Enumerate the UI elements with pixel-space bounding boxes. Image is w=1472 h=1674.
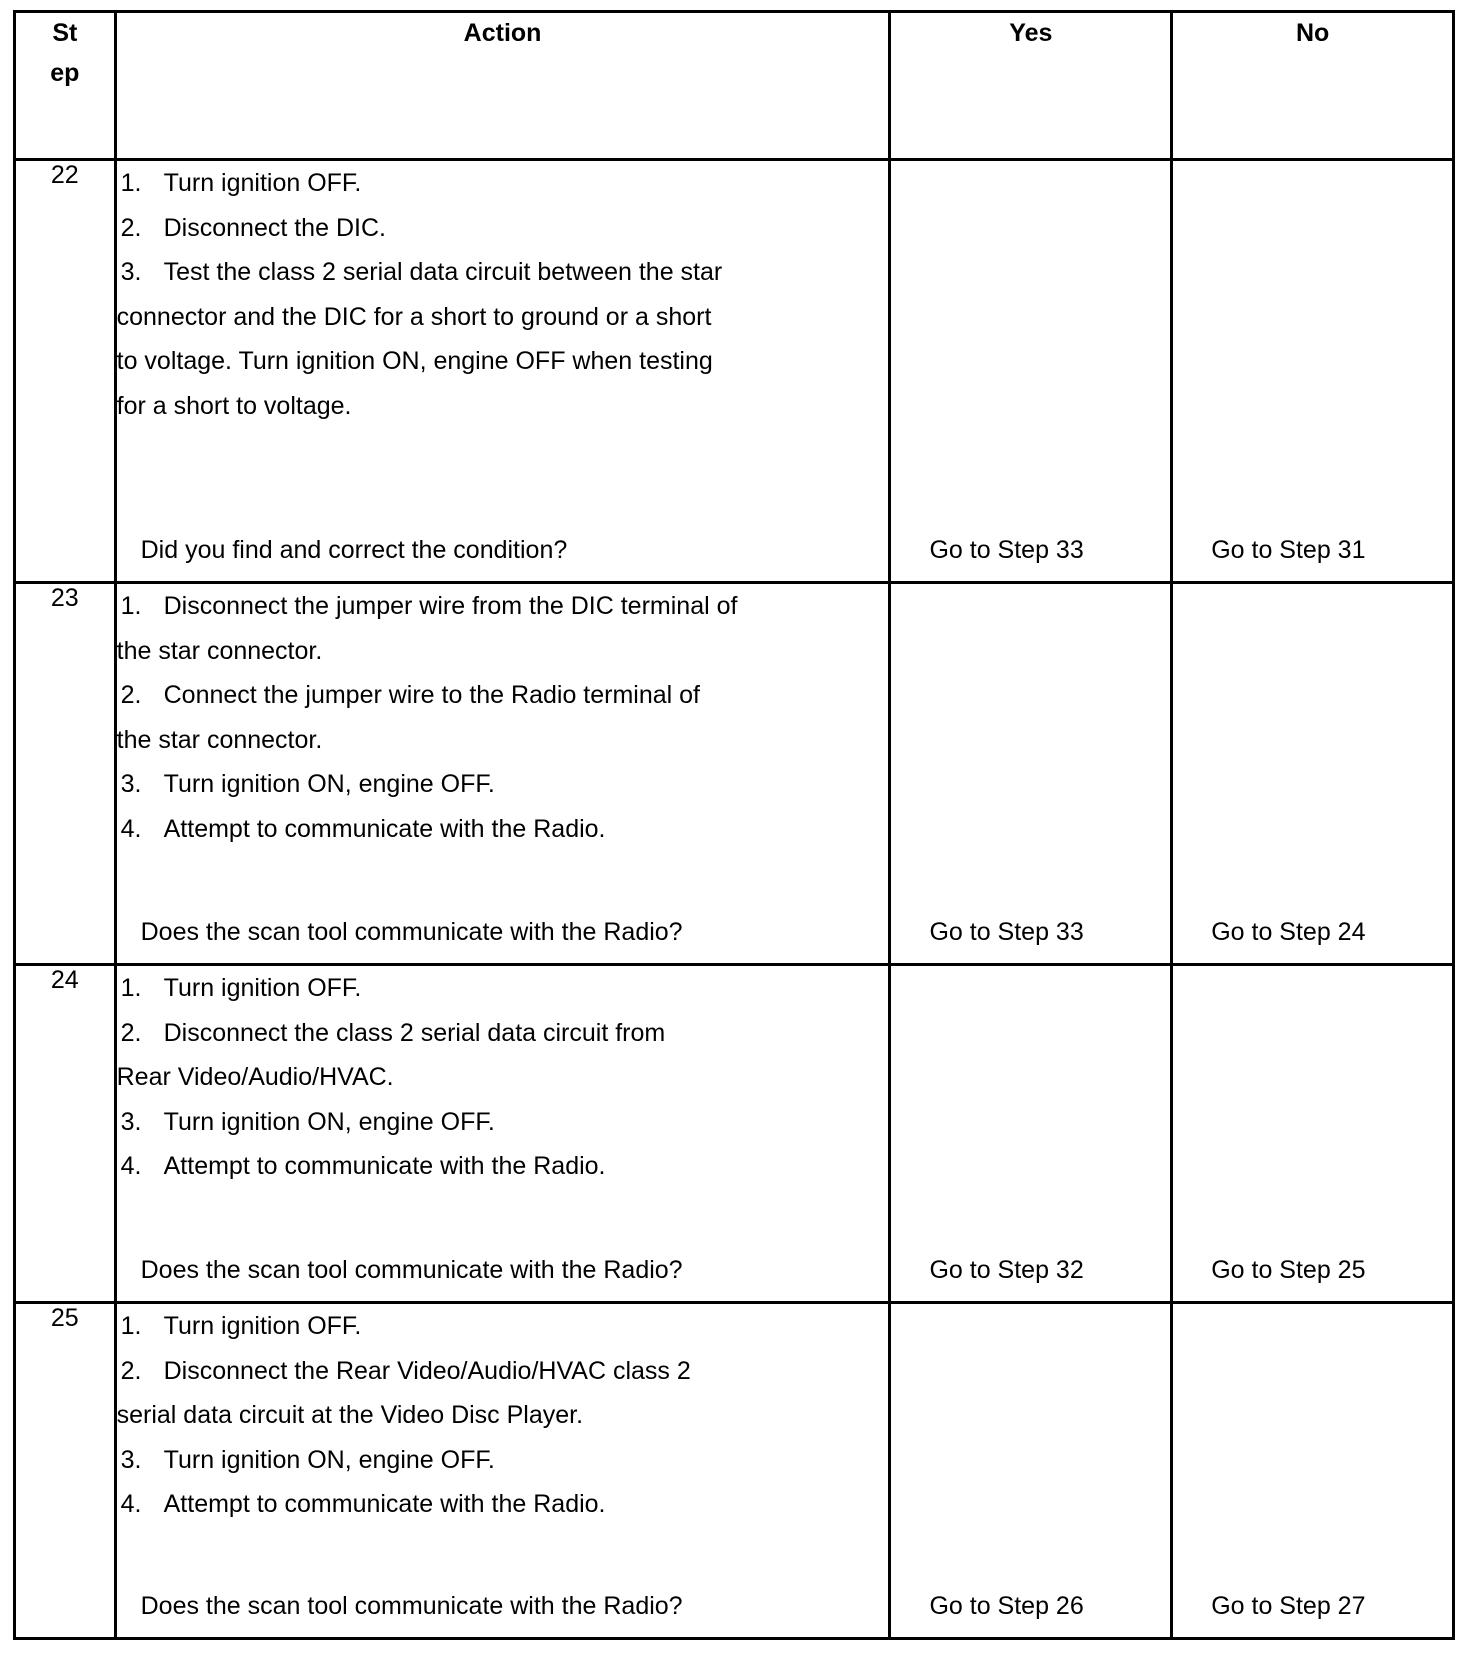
list-item-number: 2. (120, 681, 142, 709)
list-item-text: Disconnect the Rear Video/Audio/HVAC class 2 serial data circuit at the Video Disc Player. (116, 1356, 691, 1429)
question-text: Did you find and correct the condition? (140, 536, 568, 564)
table-row (15, 965, 1454, 1303)
list-item-number: 1. (120, 1312, 142, 1340)
yes-cell (890, 965, 1172, 1303)
list-item (117, 250, 727, 428)
no-cell (1172, 583, 1454, 965)
list-item (117, 762, 889, 807)
step-number: 25 (15, 1303, 116, 1639)
list-item-number: 3. (120, 258, 142, 286)
list-item-text: Turn ignition ON, engine OFF. (163, 1445, 495, 1474)
list-item-text: Turn ignition OFF. (163, 1312, 362, 1340)
list-item (117, 966, 889, 1011)
list-item-text: Turn ignition ON, engine OFF. (163, 770, 495, 798)
action-column-header: Action (115, 12, 890, 160)
list-item-number: 1. (120, 169, 142, 197)
list-item (117, 807, 889, 852)
list-item (117, 1438, 889, 1483)
no-result: Go to Step 25 (1211, 1256, 1366, 1284)
list-item-text: Turn ignition OFF. (163, 974, 362, 1002)
list-item-text: Test the class 2 serial data circuit between the star connector and the DIC for a short to ground or a short to voltage. Turn ignition ON, engine OFF when testing for a short to voltage. (116, 258, 723, 420)
step-number: 23 (15, 583, 116, 965)
table-row (15, 1303, 1454, 1639)
question-text: Does the scan tool communicate with the Radio? (140, 1592, 683, 1620)
list-item-number: 4. (120, 1490, 142, 1518)
list-item-number: 3. (120, 770, 142, 798)
list-item-number: 4. (120, 814, 142, 843)
no-result: Go to Step 24 (1211, 918, 1366, 946)
list-item-text: Turn ignition ON, engine OFF. (163, 1107, 495, 1136)
list-item (117, 1349, 747, 1438)
action-cell (115, 160, 890, 583)
list-item-number: 3. (120, 1445, 142, 1474)
list-item-number: 4. (120, 1152, 142, 1180)
table-row (15, 583, 1454, 965)
list-item (117, 206, 889, 251)
yes-column-header: Yes (890, 12, 1172, 160)
list-item-text: Disconnect the jumper wire from the DIC terminal of the star connector. (116, 592, 738, 665)
list-item (117, 1100, 889, 1145)
question-text: Does the scan tool communicate with the Radio? (140, 918, 683, 946)
list-item-number: 2. (120, 1018, 142, 1047)
list-item-text: Connect the jumper wire to the Radio terminal of the star connector. (116, 681, 701, 754)
yes-cell (890, 1303, 1172, 1639)
step-number: 24 (15, 965, 116, 1303)
step-column-header (15, 12, 116, 160)
list-item-number: 2. (120, 1356, 142, 1385)
table-row (15, 160, 1454, 583)
list-item (117, 1482, 889, 1527)
step-header-line2: ep (50, 59, 80, 87)
list-item (117, 1304, 889, 1349)
question-text: Does the scan tool communicate with the Radio? (140, 1256, 683, 1284)
list-item-number: 3. (120, 1107, 142, 1136)
list-item-number: 2. (120, 213, 142, 242)
yes-result: Go to Step 32 (929, 1256, 1084, 1284)
list-item (117, 1144, 889, 1189)
diagnostic-steps-table (13, 10, 1455, 1640)
list-item-text: Disconnect the class 2 serial data circuit from Rear Video/Audio/HVAC. (116, 1018, 666, 1091)
action-cell (115, 1303, 890, 1639)
no-result: Go to Step 27 (1211, 1592, 1366, 1620)
yes-cell (890, 160, 1172, 583)
list-item-text: Attempt to communicate with the Radio. (163, 814, 606, 843)
list-item-text: Attempt to communicate with the Radio. (163, 1490, 606, 1518)
list-item (117, 673, 737, 762)
table-header-row (15, 12, 1454, 160)
no-cell (1172, 965, 1454, 1303)
step-header-line1: St (52, 19, 78, 47)
list-item-text: Attempt to communicate with the Radio. (163, 1152, 606, 1180)
action-cell (115, 965, 890, 1303)
list-item-number: 1. (120, 974, 142, 1002)
list-item-text: Turn ignition OFF. (163, 169, 362, 197)
list-item (117, 584, 777, 673)
no-cell (1172, 1303, 1454, 1639)
yes-result: Go to Step 33 (929, 536, 1084, 564)
yes-result: Go to Step 33 (929, 918, 1084, 946)
yes-cell (890, 583, 1172, 965)
list-item (117, 1011, 717, 1100)
list-item (117, 161, 889, 206)
action-cell (115, 583, 890, 965)
list-item-text: Disconnect the DIC. (163, 213, 386, 242)
no-result: Go to Step 31 (1211, 536, 1366, 564)
no-column-header: No (1172, 12, 1454, 160)
list-item-number: 1. (120, 592, 142, 620)
step-number: 22 (15, 160, 116, 583)
no-cell (1172, 160, 1454, 583)
yes-result: Go to Step 26 (929, 1592, 1084, 1620)
